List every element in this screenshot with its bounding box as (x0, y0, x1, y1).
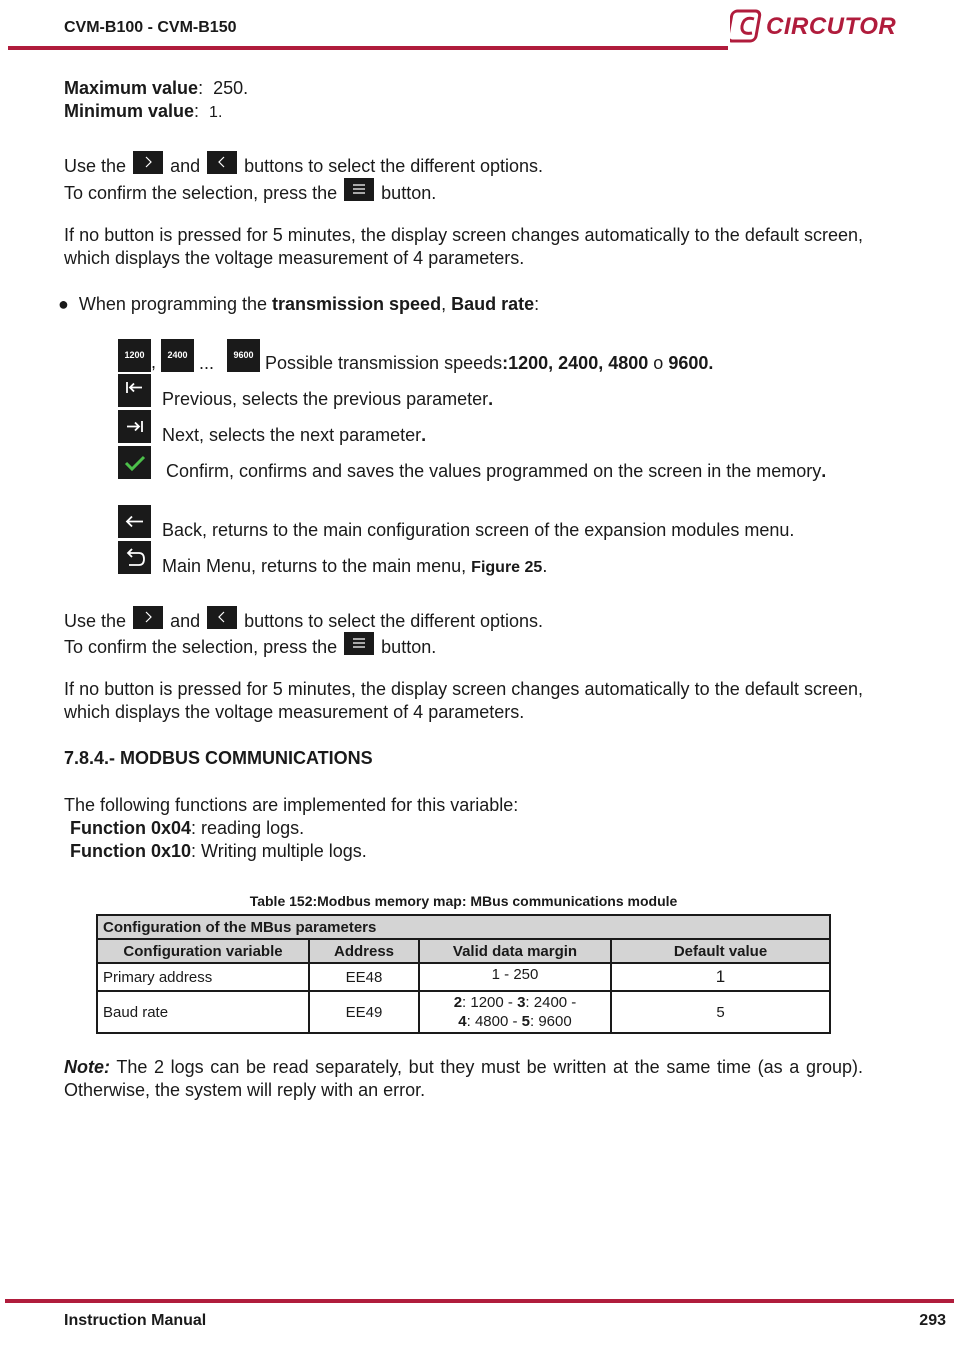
margin-code: 5 (521, 1013, 530, 1030)
function-0x10-code: Function 0x10 (70, 841, 192, 861)
select-text-2: buttons to select the different options. (244, 611, 544, 631)
left-arrow-button-icon (207, 151, 237, 174)
menu-button-icon (344, 178, 374, 201)
table-cell: 5 (611, 991, 830, 1033)
mbus-parameters-table (96, 914, 831, 1034)
table-header-row (97, 939, 830, 963)
function-0x04-line (70, 817, 304, 839)
confirm-prefix: To confirm the selection, press the (64, 183, 338, 203)
back-description: Back, returns to the main configuration screen of the expansion modules menu. (162, 520, 795, 540)
previous-key-icon (118, 374, 151, 407)
select-text: buttons to select the different options. (244, 156, 544, 176)
previous-text: Previous, selects the previous parameter (162, 389, 489, 409)
right-arrow-button-icon (133, 606, 163, 629)
speeds-values: :1200, 2400, 4800 (502, 353, 649, 373)
bullet-prefix: When programming the (78, 294, 267, 314)
note-text: The 2 logs can be read separately, but they must be written at the same time (as a group). Otherwise, the system will reply with an error. (64, 1057, 863, 1100)
table-group-header: Configuration of the MBus parameters (97, 915, 830, 939)
column-header: Valid data margin (419, 939, 611, 963)
speeds-prefix: Possible transmission speeds (265, 353, 503, 373)
use-the-text-2: Use the (64, 611, 127, 631)
figure-reference: Figure 25 (471, 559, 543, 576)
table-group-header-row (97, 915, 830, 939)
column-header: Configuration variable (97, 939, 309, 963)
margin-value: : 1200 - (462, 994, 518, 1011)
next-text: Next, selects the next parameter (162, 425, 422, 445)
previous-description (162, 388, 493, 410)
bullet-term-1: transmission speed (272, 294, 442, 314)
page-number: 293 (919, 1312, 946, 1329)
main-menu-description (162, 555, 547, 579)
note-paragraph (64, 1056, 863, 1102)
function-0x10-desc: : Writing multiple logs. (191, 841, 367, 861)
main-menu-text: Main Menu, returns to the main menu, (162, 556, 467, 576)
timeout-paragraph-2: If no button is pressed for 5 minutes, the display screen changes automatically to the default screen, which displays the voltage measurement of 4 parameters. (64, 679, 863, 722)
brand-name: CIRCUTOR (766, 13, 897, 40)
key-1200: 1200 (118, 339, 151, 372)
table-cell: 1 (611, 963, 830, 991)
ellipsis: ... (199, 353, 215, 373)
previous-dot: . (488, 389, 494, 409)
function-0x04-code: Function 0x04 (70, 818, 192, 838)
table-cell: EE49 (309, 991, 419, 1033)
margin-value: : 2400 - (525, 994, 577, 1011)
and-text-2: and (170, 611, 201, 631)
min-value: 1. (209, 104, 223, 121)
comma: , (151, 352, 157, 372)
confirm-suffix-2: button. (381, 637, 437, 657)
margin-value: : 9600 (530, 1013, 572, 1030)
table-cell-margin (419, 991, 611, 1033)
note-label: Note: (64, 1057, 110, 1077)
table-cell: EE48 (309, 963, 419, 991)
bullet-colon: : (534, 294, 540, 314)
circutor-logo (730, 8, 910, 48)
minimum-value-line: Minimum value: 1. (64, 101, 223, 121)
right-arrow-button-icon (133, 151, 163, 174)
table-cell: Primary address (97, 963, 309, 991)
bullet-sep: , (441, 294, 447, 314)
menu-button-icon (344, 632, 374, 655)
section-title: 7.8.4.- MODBUS COMMUNICATIONS (64, 748, 373, 768)
confirm-text: Confirm, confirms and saves the values programmed on the screen in the memory (166, 461, 822, 481)
speeds-line (265, 352, 713, 374)
circutor-logo-icon (730, 8, 764, 44)
main-menu-key-icon (118, 541, 151, 574)
confirm-dot: . (821, 461, 827, 481)
speeds-or: o (653, 353, 664, 373)
main-menu-dot: . (542, 556, 548, 576)
section-intro: The following functions are implemented for this variable: (64, 795, 519, 815)
margin-code: 4 (458, 1013, 467, 1030)
document-title: CVM-B100 - CVM-B150 (64, 19, 237, 36)
footer-manual-label: Instruction Manual (64, 1312, 207, 1329)
bullet-dot: ● (58, 294, 69, 314)
table-row (97, 991, 830, 1033)
bullet-transmission-speed (58, 293, 539, 315)
next-dot: . (421, 425, 427, 445)
margin-code: 2 (453, 994, 463, 1011)
max-label: Maximum value (64, 78, 199, 98)
margin-value: : 4800 - (466, 1013, 522, 1030)
column-header: Default value (611, 939, 830, 963)
column-header: Address (309, 939, 419, 963)
table-cell: 1 - 250 (419, 963, 611, 991)
maximum-value-line: Maximum value: 250. (64, 78, 249, 98)
confirm-suffix: button. (381, 183, 437, 203)
margin-code: 3 (517, 994, 526, 1011)
back-key-icon (118, 505, 151, 538)
left-arrow-button-icon (207, 606, 237, 629)
function-0x04-desc: : reading logs. (191, 818, 305, 838)
table-row (97, 963, 830, 991)
key-2400: 2400 (161, 339, 194, 372)
and-text: and (170, 156, 201, 176)
next-key-icon (118, 410, 151, 443)
confirm-description (114, 460, 863, 483)
max-value: 250. (213, 78, 249, 98)
confirm-prefix-2: To confirm the selection, press the (64, 637, 338, 657)
confirm-instructions-2 (64, 632, 436, 658)
nav-instructions-2 (64, 606, 543, 632)
header-rule (8, 46, 728, 50)
footer-rule (5, 1299, 954, 1303)
nav-instructions-1 (64, 151, 543, 177)
confirm-instructions-1 (64, 178, 436, 204)
key-9600: 9600 (227, 339, 260, 372)
speeds-last: 9600. (668, 353, 714, 373)
table-caption: Table 152:Modbus memory map: MBus communications module (249, 893, 678, 909)
use-the-text: Use the (64, 156, 127, 176)
bullet-term-2: Baud rate (451, 294, 535, 314)
table-cell: Baud rate (97, 991, 309, 1033)
timeout-paragraph-1: If no button is pressed for 5 minutes, the display screen changes automatically to the default screen, which displays the voltage measurement of 4 parameters. (64, 225, 863, 268)
function-0x10-line (70, 840, 367, 862)
min-label: Minimum value (64, 101, 195, 121)
next-description (162, 424, 426, 446)
